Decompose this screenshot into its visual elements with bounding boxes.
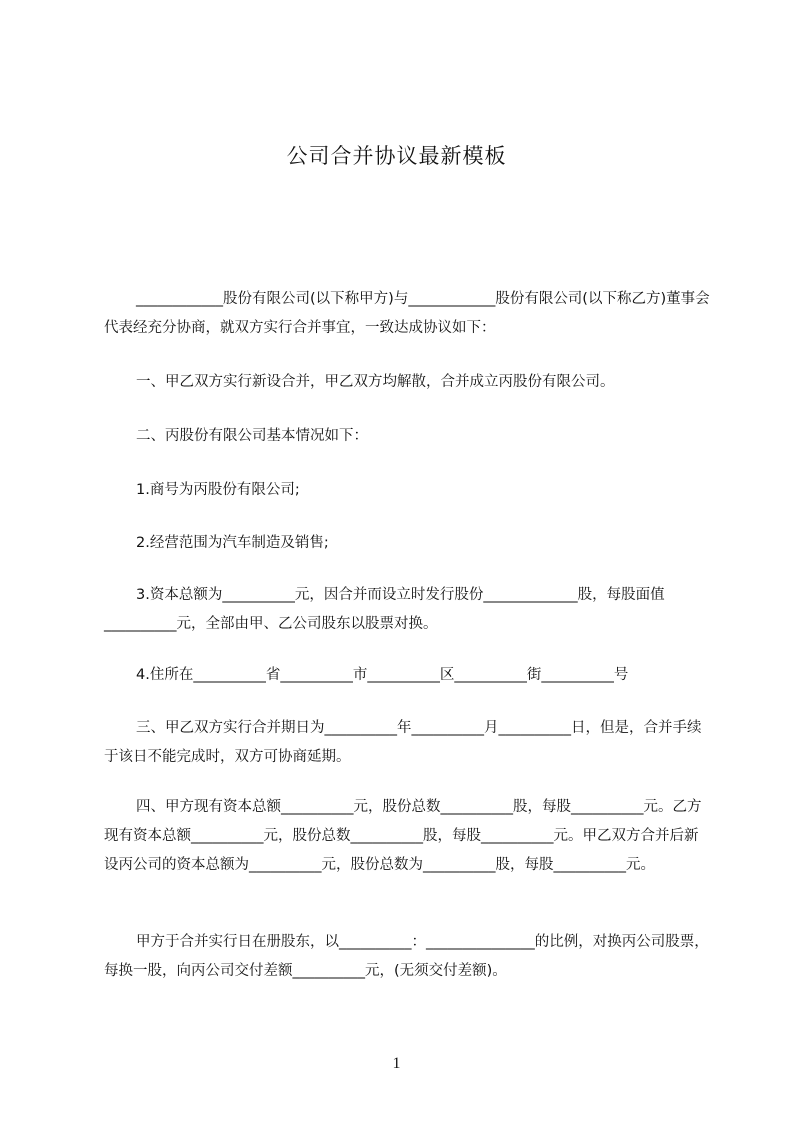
clause-4: 四、甲方现有资本总额__________元，股份总数__________股，每股__________元。乙方现有资本总额__________元，股份总数__________股，每股__________元。甲乙双方合并后新设丙公司的资本总额为__________元，股份总数为__________股，每股__________元。 <box>104 799 702 873</box>
document-title: 公司合并协议最新模板 <box>286 144 507 168</box>
page-number: 1 <box>392 1055 401 1072</box>
intro-paragraph: ____________股份有限公司(以下称甲方)与____________股份有限公司(以下称乙方)董事会代表经充分协商，就双方实行合并事宜，一致达成协议如下： <box>104 291 710 336</box>
clause-4-exchange: 甲方于合并实行日在册股东，以__________：_______________的比例，对换丙公司股票，每换一股，向丙公司交付差额__________元，(无须交付差额)。 <box>104 934 709 979</box>
clause-2-item-2: 2.经营范围为汽车制造及销售; <box>136 535 329 551</box>
clause-2-item-1: 1.商号为丙股份有限公司; <box>136 482 300 498</box>
clause-2: 二、丙股份有限公司基本情况如下： <box>136 428 368 444</box>
clause-2-item-3: 3.资本总额为__________元，因合并而设立时发行股份_____________股，每股面值__________元，全部由甲、乙公司股东以股票对换。 <box>104 587 665 632</box>
clause-3: 三、甲乙双方实行合并期日为__________年__________月__________日，但是，合并手续于该日不能完成时，双方可协商延期。 <box>104 720 702 765</box>
clause-1: 一、甲乙双方实行新设合并，甲乙双方均解散，合并成立丙股份有限公司。 <box>136 374 615 390</box>
clause-2-item-4: 4.住所在__________省__________市__________区__________街__________号 <box>136 667 629 683</box>
